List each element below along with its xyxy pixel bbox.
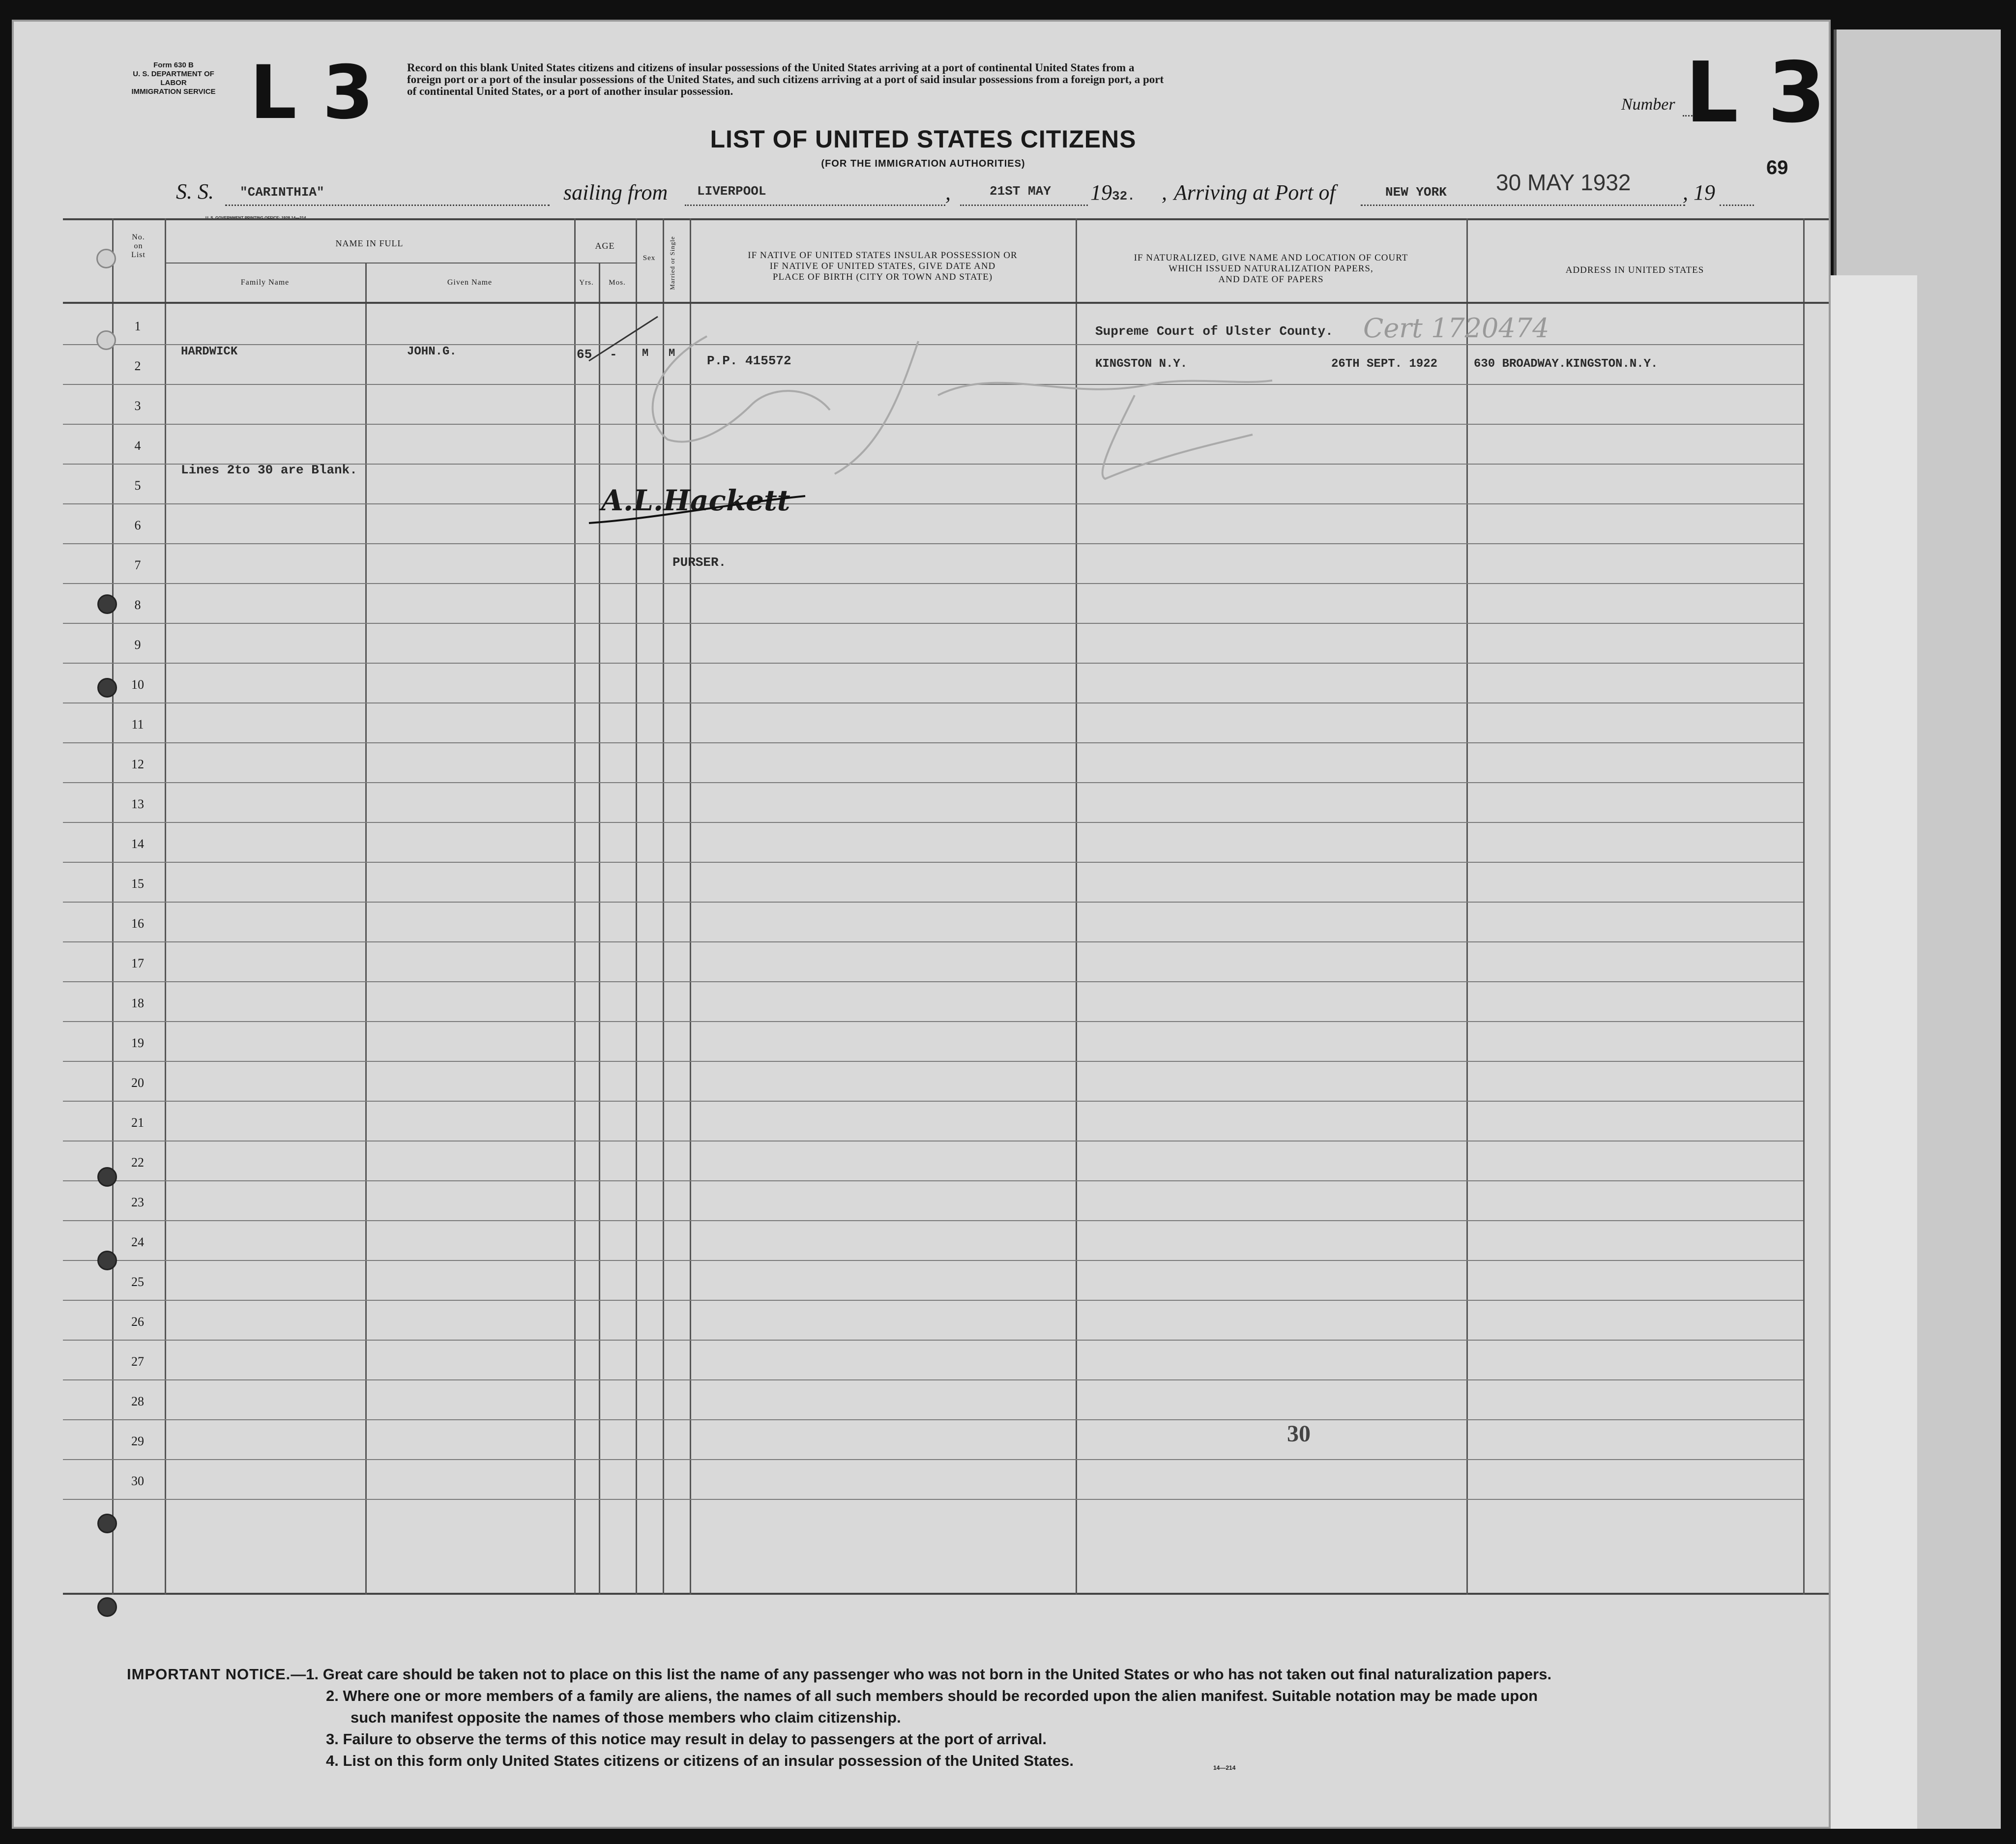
header-given-name: Given Name xyxy=(447,278,493,287)
from-dots xyxy=(685,205,945,206)
binder-hole-4 xyxy=(97,678,117,698)
row-line xyxy=(63,1061,1803,1062)
row-number: 23 xyxy=(131,1195,144,1209)
row-line xyxy=(63,742,1803,743)
col-line-yrs xyxy=(599,263,600,1595)
date-dots xyxy=(960,205,1088,206)
header-naturalized xyxy=(1076,253,1466,285)
col-line-family xyxy=(165,218,166,1595)
passenger-certificate: Cert 1720474 xyxy=(1363,313,1549,344)
arrival-date-stamp: 30 MAY 1932 xyxy=(1496,170,1631,195)
printing-office: U. S. GOVERNMENT PRINTING OFFICE: 1928 14—214 xyxy=(205,216,306,220)
row-number: 24 xyxy=(131,1235,144,1249)
header-no xyxy=(112,233,165,260)
header-naturalized-2: WHICH ISSUED NATURALIZATION PAPERS, xyxy=(1169,263,1373,274)
row-line xyxy=(63,1021,1803,1022)
footer-code: 14—214 xyxy=(1213,1764,1236,1771)
row-number: 18 xyxy=(131,996,144,1010)
row-number: 5 xyxy=(134,478,141,493)
passenger-court-location: KINGSTON N.Y. xyxy=(1095,357,1188,371)
row-line xyxy=(63,1300,1803,1301)
row-number: 26 xyxy=(131,1315,144,1329)
notice-item-2: 2. Where one or more members of a family are aliens, the names of all such members should be recorded upon the alien manifest. Suitable notation may be made upon xyxy=(326,1687,1538,1704)
number-label: Number xyxy=(1621,95,1675,114)
header-native-2: IF NATIVE OF UNITED STATES, GIVE DATE AND xyxy=(769,261,996,271)
row-number: 8 xyxy=(134,598,141,612)
row-number: 1 xyxy=(134,319,141,333)
row-line xyxy=(63,543,1803,544)
row-number: 13 xyxy=(131,797,144,811)
purser-label: PURSER. xyxy=(672,555,727,570)
row-number: 12 xyxy=(131,757,144,771)
form-id xyxy=(119,61,228,96)
row-line xyxy=(63,1340,1803,1341)
col-line-age xyxy=(574,218,576,1595)
col-line-end xyxy=(1803,218,1805,1595)
row-number: 22 xyxy=(131,1155,144,1170)
sailing-label: sailing from xyxy=(563,180,668,205)
passenger-given-name: JOHN.G. xyxy=(407,345,457,358)
header-family-name: Family Name xyxy=(240,278,290,287)
passenger-address: 630 BROADWAY.KINGSTON.N.Y. xyxy=(1474,357,1658,371)
passenger-court: Supreme Court of Ulster County. xyxy=(1095,324,1333,339)
header-mos: Mos. xyxy=(609,279,626,287)
year-prefix: 19 xyxy=(1090,180,1112,205)
comma-1: , xyxy=(945,180,951,205)
arrival-year xyxy=(1683,180,1715,205)
passenger-papers-date: 26TH SEPT. 1922 xyxy=(1331,357,1438,371)
row-number: 19 xyxy=(131,1036,144,1050)
row-line xyxy=(63,1260,1803,1261)
row-line xyxy=(63,583,1803,584)
header-no-1: No. xyxy=(132,233,145,241)
row-line xyxy=(63,902,1803,903)
row-line xyxy=(63,981,1803,982)
ss-label: S. S. xyxy=(176,179,214,204)
row-line xyxy=(63,503,1803,504)
page-subtitle: (FOR THE IMMIGRATION AUTHORITIES) xyxy=(821,158,1025,169)
notice-line-1 xyxy=(127,1664,1828,1685)
signature-underline xyxy=(584,494,810,533)
notice-item-4: 4. List on this form only United States citizens or citizens of an insular possession of the United States. xyxy=(326,1752,1074,1769)
row-line xyxy=(63,623,1803,624)
header-native-3: PLACE OF BIRTH (CITY OR TOWN AND STATE) xyxy=(772,272,993,282)
row-number: 20 xyxy=(131,1076,144,1090)
intro-line-1: Record on this blank United States citizens and citizens of insular possessions of the United States arriving at a port of continental United States from a xyxy=(407,61,1135,74)
row-number: 16 xyxy=(131,916,144,931)
row-line xyxy=(63,1379,1803,1380)
row-line xyxy=(63,822,1803,823)
passenger-age-mos: - xyxy=(610,347,617,362)
intro-line-2: foreign port or a port of the insular possessions of the United States, and such citizens arriving at a port of said insular possessions from a foreign port, a port xyxy=(407,73,1164,86)
row-number: 29 xyxy=(131,1434,144,1448)
arrival-year-dots xyxy=(1720,205,1754,206)
binder-hole-8 xyxy=(97,1597,117,1617)
notice-label: IMPORTANT NOTICE. xyxy=(127,1666,291,1683)
header-no-2: on xyxy=(134,242,143,250)
page-number: 69 xyxy=(1766,157,1788,178)
row-number: 28 xyxy=(131,1394,144,1408)
row-line xyxy=(63,1419,1803,1420)
row-number: 17 xyxy=(131,956,144,970)
col-line-address xyxy=(1466,218,1468,1595)
arrival-port: NEW YORK xyxy=(1385,185,1447,200)
header-naturalized-3: AND DATE OF PAPERS xyxy=(1218,274,1324,285)
intro-text xyxy=(407,62,1538,97)
form-number: Form 630 B xyxy=(153,61,194,69)
row-number: 4 xyxy=(134,439,141,453)
row-number: 21 xyxy=(131,1115,144,1130)
arrival-year-comma: , xyxy=(1683,180,1694,205)
year-suffix: 32. xyxy=(1112,189,1135,204)
row-line xyxy=(63,862,1803,863)
binder-hole-2 xyxy=(96,330,116,350)
notice-item-2-cont: such manifest opposite the names of those members who claim citizenship. xyxy=(351,1709,901,1726)
row-number: 27 xyxy=(131,1354,144,1369)
row-line xyxy=(63,941,1803,942)
row-number: 25 xyxy=(131,1275,144,1289)
notice-item-3: 3. Failure to observe the terms of this notice may result in delay to passengers at the port of arrival. xyxy=(326,1730,1047,1748)
row-line xyxy=(63,1459,1803,1460)
col-line-given xyxy=(365,263,367,1595)
page-title: LIST OF UNITED STATES CITIZENS xyxy=(710,125,1137,153)
stamp-30: 30 xyxy=(1287,1421,1311,1447)
row-number: 2 xyxy=(134,359,141,373)
row-line xyxy=(63,1141,1803,1142)
right-handwritten-mark: L 3 xyxy=(1685,44,1826,142)
passenger-age-yrs: 65 xyxy=(577,347,592,362)
adjacent-page-strip xyxy=(1819,275,1917,1829)
notice-item-1: —1. Great care should be taken not to place on this list the name of any passenger who was not born in the United States or who has not taken out final naturalization papers. xyxy=(291,1666,1552,1683)
row-line xyxy=(63,1180,1803,1181)
arriving-label: Arriving at Port of xyxy=(1174,180,1336,205)
header-yrs: Yrs. xyxy=(579,279,594,287)
from-port: LIVERPOOL xyxy=(697,184,766,199)
header-address: ADDRESS IN UNITED STATES xyxy=(1565,265,1704,275)
row-number: 10 xyxy=(131,677,144,692)
row-number: 14 xyxy=(131,837,144,851)
department: U. S. DEPARTMENT OF LABOR xyxy=(133,70,214,87)
blank-lines-note: Lines 2to 30 are Blank. xyxy=(181,463,357,477)
header-bottom xyxy=(63,302,1831,304)
binder-hole-7 xyxy=(97,1514,117,1533)
intro-line-3: of continental United States, or a port of another insular possession. xyxy=(407,85,733,97)
header-native xyxy=(690,250,1076,283)
header-age: AGE xyxy=(595,241,615,251)
comma-2: , xyxy=(1162,180,1167,205)
left-handwritten-mark: L 3 xyxy=(250,50,374,136)
header-sex: Sex xyxy=(643,254,656,262)
header-naturalized-1: IF NATURALIZED, GIVE NAME AND LOCATION OF COURT xyxy=(1134,253,1408,263)
header-name-in-full: NAME IN FULL xyxy=(335,238,404,248)
binder-hole-1 xyxy=(96,249,116,268)
arrival-year-prefix: 19 xyxy=(1694,180,1715,205)
manifest-page xyxy=(12,20,1831,1829)
row-line xyxy=(63,702,1803,703)
row-number: 7 xyxy=(134,558,141,572)
row-line xyxy=(63,1101,1803,1102)
header-no-3: List xyxy=(131,251,146,259)
header-native-1: IF NATIVE OF UNITED STATES INSULAR POSSESSION OR xyxy=(748,250,1018,261)
header-married: Married or Single xyxy=(669,236,676,290)
ship-dots xyxy=(225,205,550,206)
service: IMMIGRATION SERVICE xyxy=(131,88,216,96)
row-line xyxy=(63,1220,1803,1221)
row-line xyxy=(63,782,1803,783)
passenger-marital: M xyxy=(669,347,675,359)
binder-hole-3 xyxy=(97,594,117,614)
ship-name: "CARINTHIA" xyxy=(240,185,324,200)
passenger-passport: P.P. 415572 xyxy=(707,353,791,368)
binder-hole-5 xyxy=(97,1167,117,1187)
inspector-pencil-scrawl xyxy=(623,326,1361,489)
row-line xyxy=(63,663,1803,664)
sail-date: 21ST MAY xyxy=(990,184,1051,199)
row-number: 15 xyxy=(131,877,144,891)
row-number: 9 xyxy=(134,638,141,652)
row-number: 11 xyxy=(131,717,144,732)
row-number: 30 xyxy=(131,1474,144,1488)
passenger-family-name: HARDWICK xyxy=(181,345,238,358)
arrival-dots xyxy=(1361,205,1685,206)
binder-hole-6 xyxy=(97,1251,117,1270)
passenger-sex: M xyxy=(642,347,649,359)
row-number: 3 xyxy=(134,399,141,413)
important-notice xyxy=(127,1664,1828,1772)
sail-year xyxy=(1090,180,1135,205)
col-line-no xyxy=(112,218,114,1595)
purser-signature: A.L.Hackett xyxy=(601,484,790,517)
row-line xyxy=(63,1499,1803,1500)
row-number: 6 xyxy=(134,518,141,532)
